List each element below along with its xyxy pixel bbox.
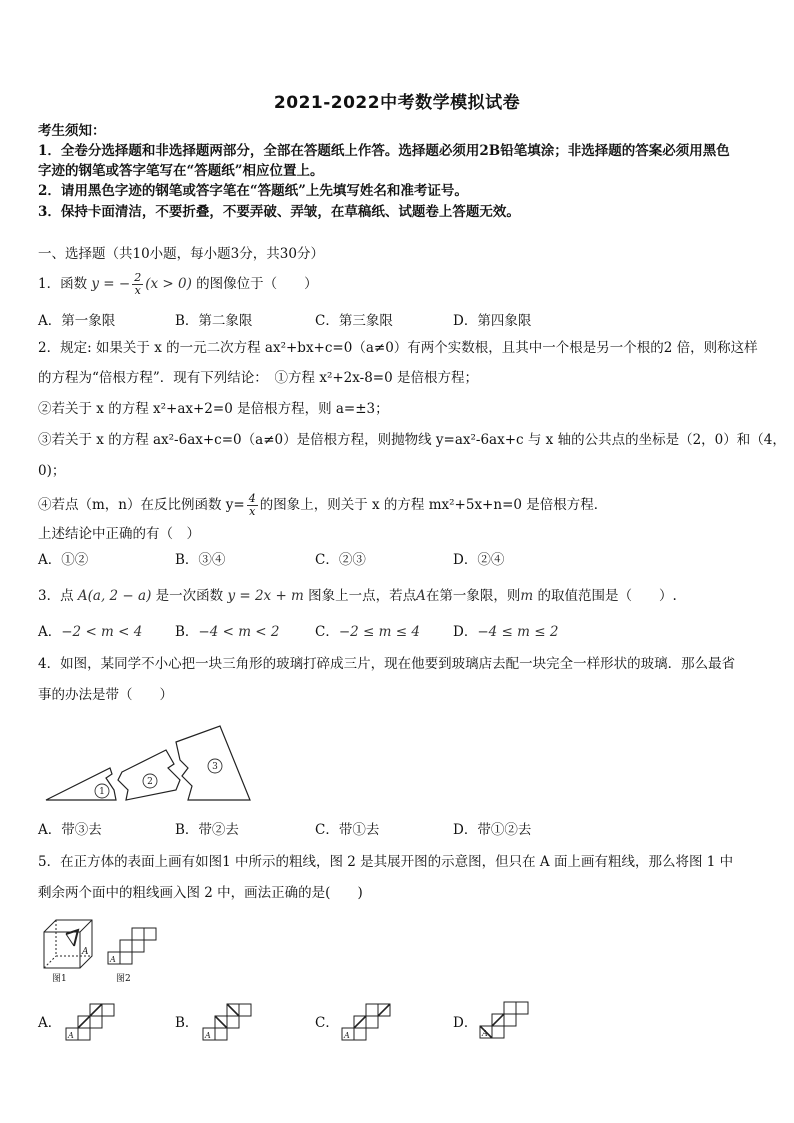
piece-3-label: 3 (212, 762, 218, 772)
q2-line-6: ④若点（m，n）在反比例函数 y= $\frac{4}{x}$ 的图象上，则关于 x 的方程 mx²+5x+n=0 是倍根方程． (38, 492, 608, 518)
q1-option-a[interactable]: A．第一象限 (38, 313, 116, 329)
q5-option-c-net (340, 1000, 396, 1042)
page-title: 2021-2022中考数学模拟试卷 (273, 93, 521, 113)
q2-line-4: ③若关于 x 的方程 ax²-6ax+c=0（a≠0）是倍根方程，则抛物线 y=ax²-6ax+c 与 x 轴的公共点的坐标是（2，0）和（4， (38, 432, 786, 448)
notice-item-3: 3．保持卡面清洁，不要折叠，不要弄破、弄皱，在草稿纸、试题卷上答题无效。 (38, 204, 520, 220)
cube-face-label: A (82, 947, 89, 957)
cube-figure-1 (42, 918, 102, 988)
q5-option-c[interactable]: C． (315, 1015, 339, 1031)
q2-line-7: 上述结论中正确的有（ ） (38, 526, 200, 542)
q1-option-b[interactable]: B．第二象限 (175, 313, 253, 329)
svg-text:A: A (68, 1031, 74, 1040)
q5-option-d-net (478, 998, 534, 1040)
broken-triangle-figure (40, 720, 260, 810)
q3-option-a[interactable]: A．−2 < m < 4 (38, 624, 143, 640)
question-3: 3．点 A(a, 2 − a) 是一次函数 y = 2x + m 图象上一点，若点A在第一象限，则m 的取值范围是（ ）. (38, 588, 677, 604)
svg-text:A: A (205, 1031, 211, 1040)
q3-option-b[interactable]: B．−4 < m < 2 (175, 624, 280, 640)
q2-line-3: ②若关于 x 的方程 x²+ax+2=0 是倍根方程，则 a=±3； (38, 401, 389, 417)
net-figure-2 (106, 922, 166, 970)
q2-fraction: $\frac{4}{x}$ (248, 492, 256, 518)
q2-option-c[interactable]: C．②③ (315, 552, 366, 568)
notice-heading: 考生须知： (38, 123, 106, 139)
q5-option-d[interactable]: D． (453, 1015, 478, 1031)
svg-text:A: A (344, 1031, 350, 1040)
q2-line-1: 2．规定: 如果关于 x 的一元二次方程 ax²+bx+c=0（a≠0）有两个实数根，且其中一个根是另一个根的2 倍，则称这样 (38, 340, 758, 356)
net-face-label: A (110, 955, 116, 964)
q1-condition: (x > 0) (145, 276, 192, 292)
q5-option-b[interactable]: B． (175, 1015, 199, 1031)
fig1-caption: 图1 (52, 974, 67, 984)
q2-line-5: 0)； (38, 463, 66, 479)
q2-option-a[interactable]: A．①② (38, 552, 89, 568)
q3-option-d[interactable]: D．−4 ≤ m ≤ 2 (453, 624, 559, 640)
q4-line-1: 4．如图，某同学不小心把一块三角形的玻璃打碎成三片，现在他要到玻璃店去配一块完全一样形状的玻璃．那么最省 (38, 656, 736, 672)
q2-option-d[interactable]: D．②④ (453, 552, 505, 568)
q1-expr: y = − (91, 276, 131, 292)
q3-point: A(a, 2 − a) (77, 588, 152, 604)
q5-option-a-net (64, 1000, 120, 1042)
q5-option-b-net (201, 1000, 257, 1042)
piece-1-label: 1 (99, 787, 105, 797)
notice-item-1-cont: 字迹的钢笔或答字笔写在“答题纸”相应位置上。 (38, 163, 324, 179)
q1-option-c[interactable]: C．第三象限 (315, 313, 393, 329)
svg-text:A: A (482, 1029, 488, 1038)
q2-option-b[interactable]: B．③④ (175, 552, 226, 568)
q4-option-b[interactable]: B．带②去 (175, 822, 239, 838)
q1-fraction: $\frac{2}{x}$ (134, 271, 142, 297)
q5-line-2: 剩余两个面中的粗线画入图 2 中，画法正确的是( ) (38, 885, 363, 901)
q3-option-c[interactable]: C．−2 ≤ m ≤ 4 (315, 624, 420, 640)
q3-function: y = 2x + m (227, 588, 304, 604)
q1-option-d[interactable]: D．第四象限 (453, 313, 532, 329)
q5-option-a[interactable]: A． (38, 1015, 62, 1031)
piece-1 (46, 768, 116, 800)
q1-suffix: 的图像位于（ ） (196, 276, 318, 292)
q2-line-2: 的方程为“倍根方程”．现有下列结论： ①方程 x²+2x-8=0 是倍根方程； (38, 370, 478, 386)
q1-prefix: 1．函数 (38, 276, 88, 292)
q4-line-2: 事的办法是带（ ） (38, 687, 173, 703)
section-heading: 一、选择题（共10小题，每小题3分，共30分） (38, 246, 324, 262)
q4-option-a[interactable]: A．带③去 (38, 822, 102, 838)
q4-option-d[interactable]: D．带①②去 (453, 822, 532, 838)
q5-line-1: 5．在正方体的表面上画有如图1 中所示的粗线，图 2 是其展开图的示意图，但只在 A 面上画有粗线，那么将图 1 中 (38, 854, 734, 870)
piece-2-label: 2 (147, 777, 153, 787)
question-1 (38, 272, 758, 297)
q4-option-c[interactable]: C．带①去 (315, 822, 380, 838)
piece-2 (118, 750, 180, 800)
fig2-caption: 图2 (116, 974, 131, 984)
notice-item-1: 1．全卷分选择题和非选择题两部分，全部在答题纸上作答。选择题必须用2B铅笔填涂；非选择题的答案必须用黑色 (38, 143, 730, 159)
notice-item-2: 2．请用黑色字迹的钢笔或答字笔在“答题纸”上先填写姓名和准考证号。 (38, 183, 468, 199)
